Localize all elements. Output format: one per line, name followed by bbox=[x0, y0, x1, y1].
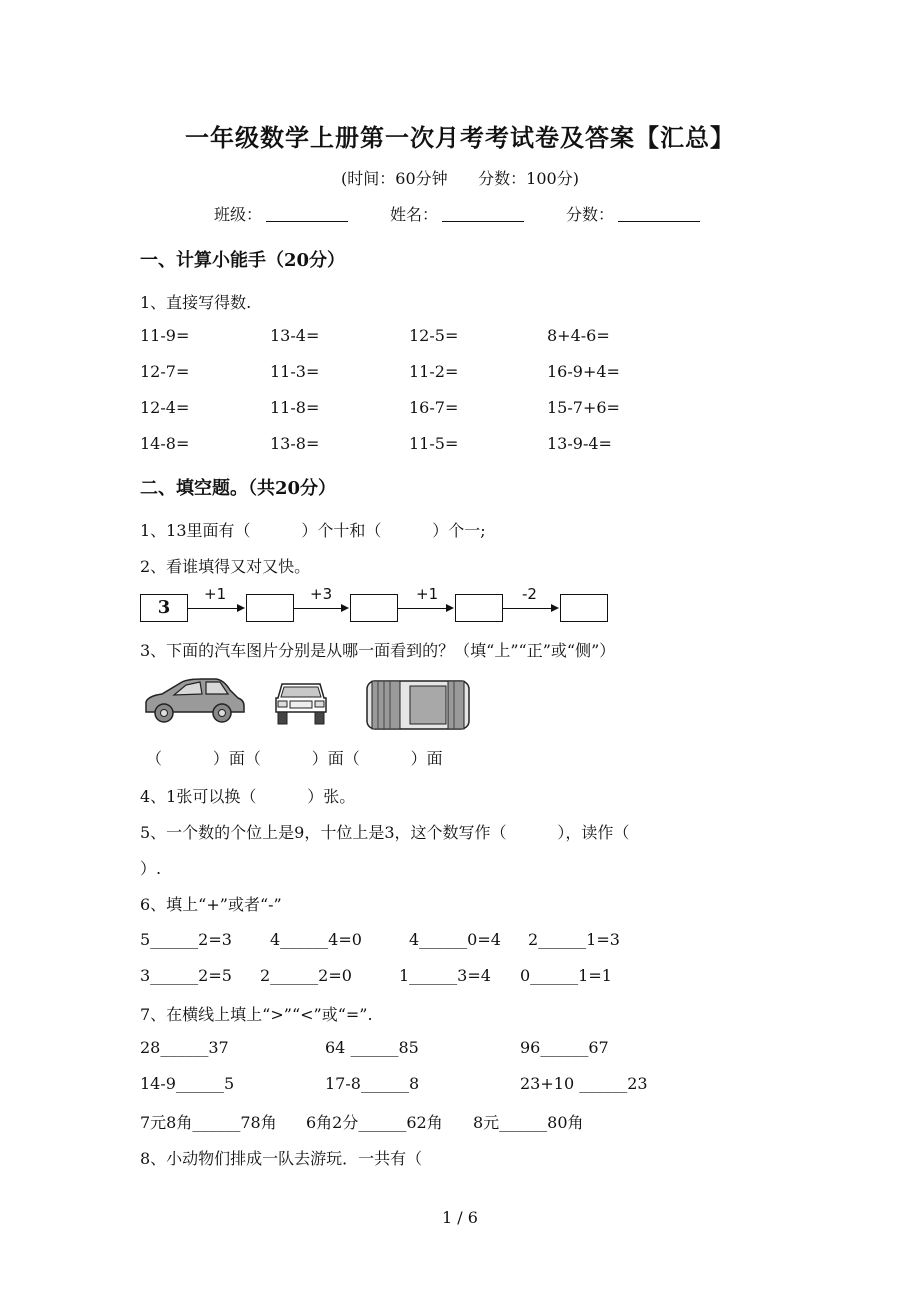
section1-heading: 一、计算小能手（20分） bbox=[140, 250, 346, 271]
car-side-view-icon bbox=[140, 676, 250, 726]
section2-q5-line2: ）. bbox=[140, 859, 162, 878]
q7-money-item: 7元8角______78角 bbox=[140, 1113, 277, 1132]
q6-item: 4______0=4 bbox=[409, 930, 501, 949]
calc-item: 11-2= bbox=[409, 362, 459, 381]
arrow-right-icon bbox=[294, 608, 347, 609]
calc-item: 12-5= bbox=[409, 326, 459, 345]
section2-heading: 二、填空题。（共20分） bbox=[140, 478, 337, 499]
q6-item: 0______1=1 bbox=[520, 966, 612, 985]
chain-op: +1 bbox=[416, 585, 439, 603]
calc-item: 16-9+4= bbox=[547, 362, 620, 381]
page-title: 一年级数学上册第一次月考考试卷及答案【汇总】 bbox=[185, 123, 735, 152]
q6-item: 5______2=3 bbox=[140, 930, 232, 949]
q7-item: 96______67 bbox=[520, 1038, 609, 1057]
section2-q6: 6、填上“+”或者“-” bbox=[140, 895, 282, 914]
q7-item: 23+10 ______23 bbox=[520, 1074, 648, 1093]
chain-answer-box[interactable] bbox=[455, 594, 503, 622]
q7-item: 28______37 bbox=[140, 1038, 229, 1057]
score-field[interactable] bbox=[566, 202, 700, 225]
class-field[interactable] bbox=[214, 202, 348, 225]
section2-q2: 2、看谁填得又对又快。 bbox=[140, 557, 311, 576]
section2-q8: 8、小动物们排成一队去游玩．一共有（ bbox=[140, 1149, 423, 1168]
section2-q3-answer: （ ）面（ ）面（ ）面 bbox=[146, 749, 443, 768]
car-front-view-icon bbox=[272, 680, 330, 728]
q7-money-item: 8元______80角 bbox=[473, 1113, 584, 1132]
q6-item: 2______1=3 bbox=[528, 930, 620, 949]
section2-q5-line1: 5、一个数的个位上是9，十位上是3，这个数写作（ ），读作（ bbox=[140, 823, 630, 842]
arrow-right-icon bbox=[398, 608, 452, 609]
calc-item: 13-4= bbox=[270, 326, 320, 345]
calc-item: 12-4= bbox=[140, 398, 190, 417]
calc-item: 8+4-6= bbox=[547, 326, 610, 345]
chain-op: +1 bbox=[204, 585, 227, 603]
section2-q4: 4、1张可以换（ ）张。 bbox=[140, 787, 356, 806]
q7-item: 14-9______5 bbox=[140, 1074, 235, 1093]
calc-item: 11-3= bbox=[270, 362, 320, 381]
section1-q1: 1、直接写得数. bbox=[140, 293, 252, 312]
calc-item: 11-5= bbox=[409, 434, 459, 453]
chain-answer-box[interactable] bbox=[560, 594, 608, 622]
calc-item: 11-9= bbox=[140, 326, 190, 345]
q6-item: 3______2=5 bbox=[140, 966, 232, 985]
class-blank[interactable] bbox=[266, 205, 348, 222]
chain-op: -2 bbox=[522, 585, 537, 603]
calc-item: 12-7= bbox=[140, 362, 190, 381]
name-field[interactable] bbox=[390, 202, 524, 225]
q7-item: 17-8______8 bbox=[325, 1074, 420, 1093]
calc-item: 13-9-4= bbox=[547, 434, 612, 453]
q6-item: 4______4=0 bbox=[270, 930, 362, 949]
chain-answer-box[interactable] bbox=[350, 594, 398, 622]
car-top-view-icon bbox=[364, 678, 472, 732]
calc-item: 14-8= bbox=[140, 434, 190, 453]
class-label: 班级： bbox=[214, 205, 263, 224]
q6-item: 2______2=0 bbox=[260, 966, 352, 985]
q7-money-item: 6角2分______62角 bbox=[306, 1113, 443, 1132]
section2-q1: 1、13里面有（ ）个十和（ ）个一; bbox=[140, 521, 486, 540]
calc-item: 13-8= bbox=[270, 434, 320, 453]
exam-meta: (时间：60分钟 分数：100分) bbox=[341, 169, 579, 188]
calc-item: 11-8= bbox=[270, 398, 320, 417]
name-blank[interactable] bbox=[442, 205, 524, 222]
score-label: 分数： bbox=[566, 205, 615, 224]
page-number: 1 / 6 bbox=[442, 1208, 478, 1227]
section2-q7: 7、在横线上填上“>”“<”或“=”. bbox=[140, 1005, 373, 1024]
score-blank[interactable] bbox=[618, 205, 700, 222]
name-label: 姓名： bbox=[390, 205, 439, 224]
calc-item: 16-7= bbox=[409, 398, 459, 417]
q7-item: 64 ______85 bbox=[325, 1038, 419, 1057]
chain-answer-box[interactable] bbox=[246, 594, 294, 622]
q6-item: 1______3=4 bbox=[399, 966, 491, 985]
chain-op: +3 bbox=[310, 585, 333, 603]
section2-q3: 3、下面的汽车图片分别是从哪一面看到的？（填“上”“正”或“侧”） bbox=[140, 641, 616, 660]
arrow-right-icon bbox=[503, 608, 557, 609]
calc-item: 15-7+6= bbox=[547, 398, 620, 417]
arrow-right-icon bbox=[188, 608, 243, 609]
chain-start-box: 3 bbox=[140, 594, 188, 622]
